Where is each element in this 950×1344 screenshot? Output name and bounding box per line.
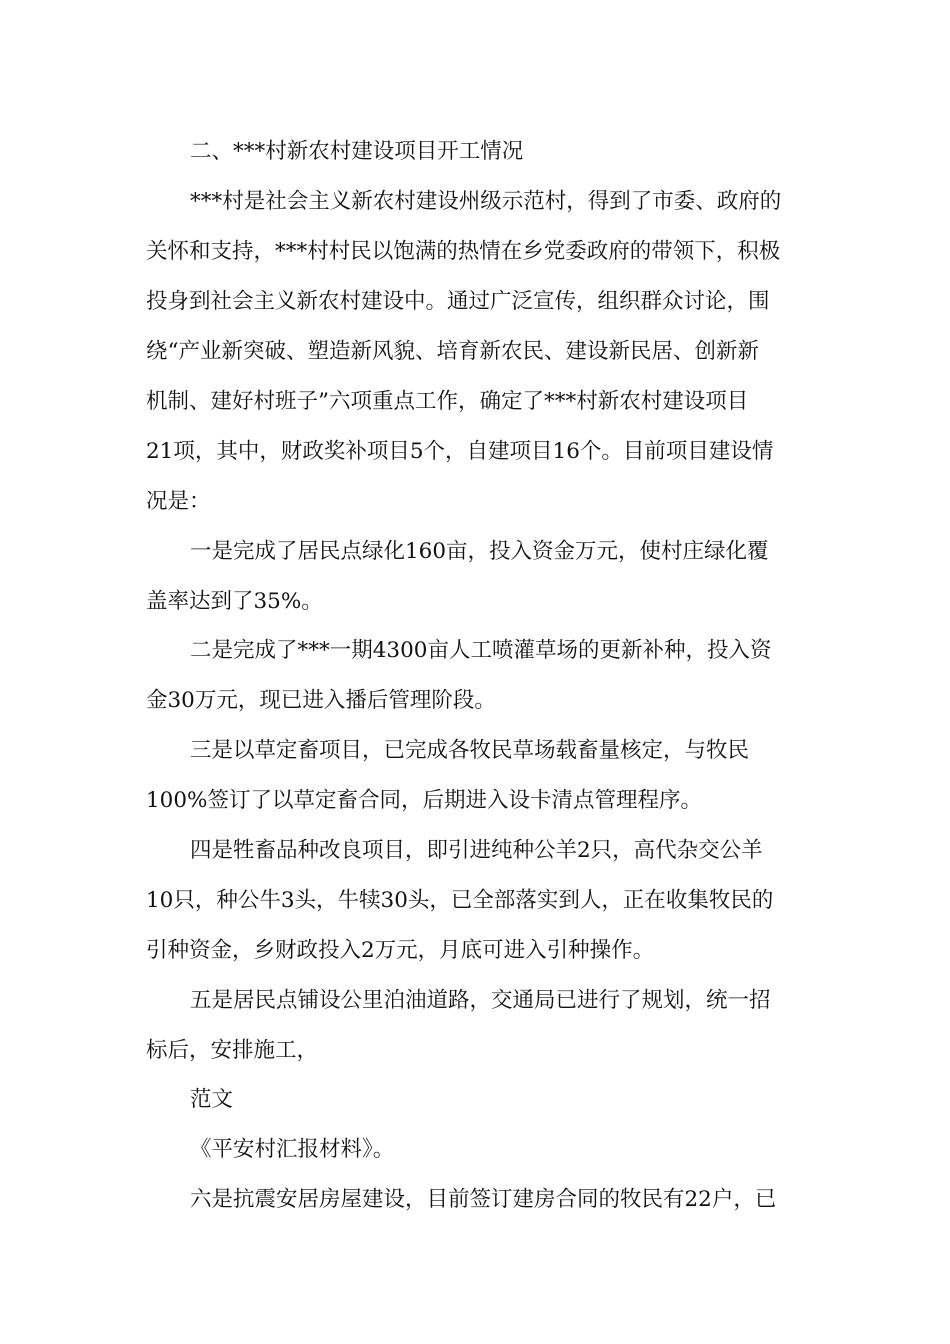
text-line: 六是抗震安居房屋建设，目前签订建房合同的牧民有22户，已	[190, 1187, 777, 1212]
text-line: 二是完成了***一期4300亩人工喷灌草场的更新补种，投入资	[190, 638, 772, 663]
text-line: 况是：	[146, 489, 211, 514]
text-line: 21项，其中，财政奖补项目5个，自建项目16个。目前项目建设情	[146, 439, 774, 464]
text-line: 范文	[190, 1087, 234, 1112]
text-line: 一是完成了居民点绿化160亩，投入资金万元，使村庄绿化覆	[190, 539, 769, 564]
text-line: 《平安村汇报材料》。	[190, 1137, 395, 1162]
text-line: 引种资金，乡财政投入2万元，月底可进入引种操作。	[146, 938, 655, 963]
section-heading: 二、***村新农村建设项目开工情况	[190, 139, 524, 164]
text-line: 关怀和支持，***村村民以饱满的热情在乡党委政府的带领下，积极	[146, 239, 781, 264]
text-line: 金30万元，现已进入播后管理阶段。	[146, 688, 496, 713]
text-line: 机制、建好村班子”六项重点工作，确定了***村新农村建设项目	[146, 389, 749, 414]
text-line: 标后，安排施工，	[146, 1038, 319, 1063]
text-line: 盖率达到了35%。	[146, 589, 323, 614]
text-line: 三是以草定畜项目，已完成各牧民草场载畜量核定，与牧民	[190, 738, 750, 763]
text-line: 绕“产业新突破、塑造新风貌、培育新农民、建设新民居、创新新	[146, 339, 759, 364]
text-line: ***村是社会主义新农村建设州级示范村，得到了市委、政府的	[190, 189, 782, 214]
text-line: 100%签订了以草定畜合同，后期进入设卡清点管理程序。	[146, 788, 702, 813]
text-line: 10只，种公牛3头，牛犊30头，已全部落实到人，正在收集牧民的	[146, 888, 774, 913]
text-line: 四是牲畜品种改良项目，即引进纯种公羊2只，高代杂交公羊	[190, 838, 763, 863]
text-line: 投身到社会主义新农村建设中。通过广泛宣传，组织群众讨论，围	[146, 289, 770, 314]
text-line: 五是居民点铺设公里泊油道路，交通局已进行了规划，统一招	[190, 988, 771, 1013]
